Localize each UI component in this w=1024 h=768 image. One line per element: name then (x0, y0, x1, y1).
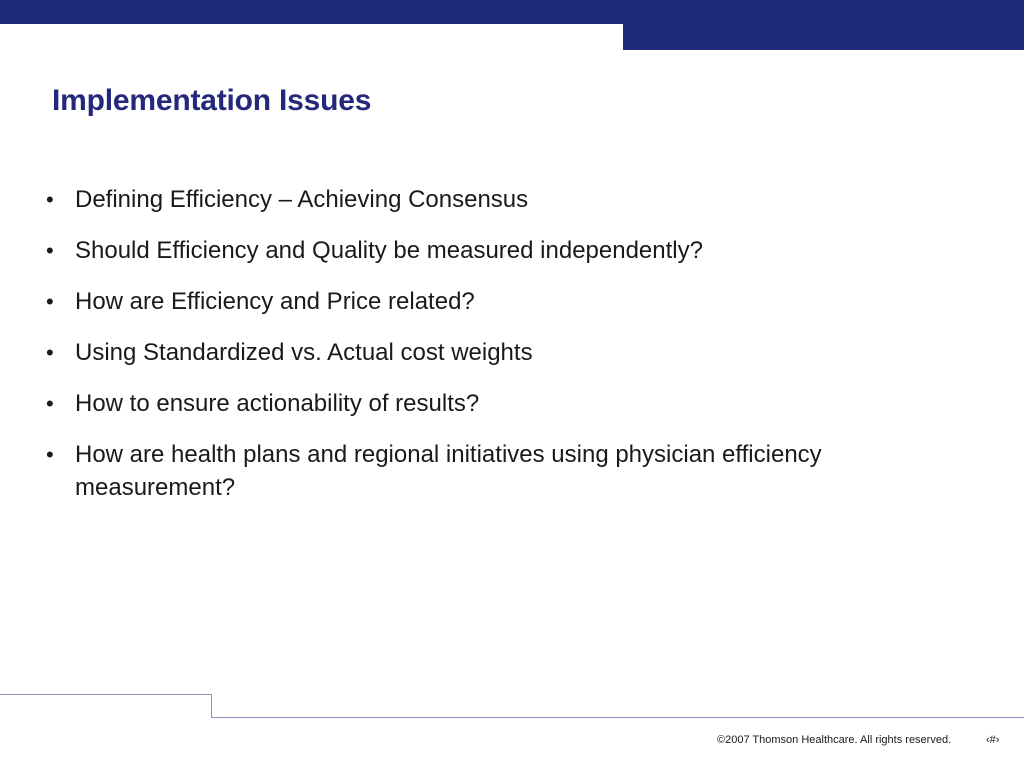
bullet-item (44, 336, 984, 369)
bullet-text: How are health plans and regional initiatives using physician efficiency measurement? (75, 441, 822, 501)
bullet-dot-icon: • (46, 238, 54, 263)
bullet-item (44, 183, 984, 216)
bullet-item (44, 285, 984, 318)
bullet-item (44, 438, 984, 504)
bullet-list (44, 183, 984, 522)
bullet-text: Should Efficiency and Quality be measured independently? (75, 237, 703, 264)
slide-title: Implementation Issues (52, 84, 372, 117)
bullet-dot-icon: • (46, 442, 54, 467)
bullet-text: How are Efficiency and Price related? (75, 288, 475, 315)
bullet-dot-icon: • (46, 391, 54, 416)
bullet-item (44, 234, 984, 267)
slide-number: ‹#› (986, 734, 1000, 746)
bullet-text: How to ensure actionability of results? (75, 390, 480, 417)
bullet-text: Defining Efficiency – Achieving Consensus (75, 186, 529, 213)
bullet-text: Using Standardized vs. Actual cost weights (75, 339, 533, 366)
bullet-item (44, 387, 984, 420)
bullet-dot-icon: • (46, 340, 54, 365)
bullet-dot-icon: • (46, 187, 54, 212)
header-band (0, 0, 1024, 24)
copyright-notice: ©2007 Thomson Healthcare. All rights reserved. (717, 734, 952, 746)
header-tab (623, 24, 1024, 50)
footer-divider (0, 694, 212, 695)
bullet-dot-icon: • (46, 289, 54, 314)
footer-divider (211, 717, 1024, 718)
footer-divider (211, 694, 212, 718)
